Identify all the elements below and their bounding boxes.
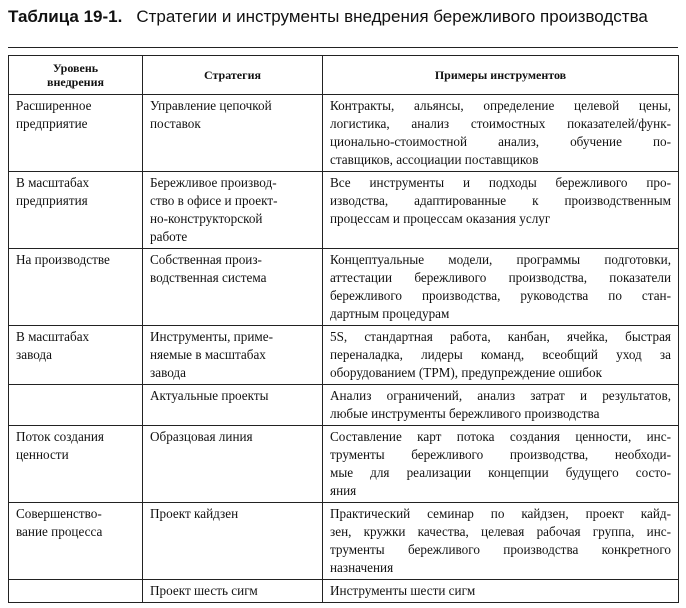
tools-cell-line: Концептуальные модели, программы подготовки, [330, 252, 671, 267]
tools-cell-line: Анализ ограничений, анализ затрат и результатов, [330, 388, 671, 403]
level-cell [9, 385, 143, 426]
strategy-cell [143, 580, 323, 603]
header-tools: Примеры инструментов [323, 56, 679, 95]
tools-cell [323, 326, 679, 385]
strategy-cell [143, 172, 323, 249]
table-header-row [9, 56, 679, 95]
strategy-cell [143, 326, 323, 385]
level-cell-line: На производстве [16, 252, 110, 267]
table-body [9, 95, 679, 603]
tools-cell-line: аттестации бережливого производства, показатели [330, 270, 671, 285]
caption-rule [8, 47, 678, 48]
table-row [9, 385, 679, 426]
table-row [9, 503, 679, 580]
table-caption [8, 6, 648, 28]
level-cell-line: Расширенное [16, 98, 92, 113]
lean-strategies-table [8, 55, 679, 603]
tools-cell-line: Составление карт потока создания ценности, инс- [330, 429, 671, 444]
strategy-cell-line: но-конструкторской [150, 211, 263, 226]
tools-cell-line: бережливого производства, руководства по стан- [330, 288, 671, 303]
header-strategy: Стратегия [143, 56, 323, 95]
tools-cell-line: яния [330, 483, 357, 498]
tools-cell-line: оборудованием (TPM), предупреждение ошибок [330, 365, 602, 380]
tools-cell-line: зен, кружки качества, целевая рабочая группа, инс- [330, 524, 671, 539]
level-cell [9, 172, 143, 249]
tools-cell-line: трументы бережливого производства, необходи- [330, 447, 671, 462]
tools-cell-line: мые для реализации концепции будущего состо- [330, 465, 671, 480]
tools-cell-line: ционально-стоимостной анализ, обучение по- [330, 134, 671, 149]
header-level-line: Уровень [52, 61, 99, 75]
table-row [9, 580, 679, 603]
header-level-line: внедрения [47, 75, 104, 89]
level-cell-line: В масштабах [16, 175, 90, 190]
level-cell [9, 580, 143, 603]
strategy-cell-line: няемые в масштабах [150, 347, 266, 362]
tools-cell [323, 95, 679, 172]
strategy-cell-line: Инструменты, приме- [150, 329, 273, 344]
table-row [9, 426, 679, 503]
strategy-cell-line: водственная система [150, 270, 267, 285]
tools-cell-line: Все инструменты и подходы бережливого про- [330, 175, 671, 190]
strategy-cell-line: работе [150, 229, 188, 244]
level-cell-line: предприятия [16, 193, 88, 208]
tools-cell-line: переналадка, лидеры команд, всеобщий уход за [330, 347, 671, 362]
tools-cell [323, 426, 679, 503]
tools-cell-line: изводства, адаптированные к производственным [330, 193, 671, 208]
strategy-cell [143, 426, 323, 503]
tools-cell-line: любые инструменты бережливого производства [330, 406, 600, 421]
tools-cell-line: трументы бережливого производства конкретного [330, 542, 671, 557]
strategy-cell [143, 249, 323, 326]
table-row [9, 326, 679, 385]
level-cell [9, 95, 143, 172]
strategy-cell-line: Управление цепочкой [150, 98, 272, 113]
strategy-cell-line: Проект шесть сигм [150, 583, 258, 598]
table-row [9, 172, 679, 249]
strategy-cell-line: Актуальные проекты [150, 388, 269, 403]
tools-cell [323, 249, 679, 326]
level-cell-line: Поток создания [16, 429, 104, 444]
strategy-cell [143, 385, 323, 426]
strategy-cell-line: Образцовая линия [150, 429, 253, 444]
level-cell-line: Совершенство- [16, 506, 102, 521]
level-cell-line: В масштабах [16, 329, 90, 344]
table-row [9, 95, 679, 172]
header-level [9, 56, 143, 95]
tools-cell [323, 503, 679, 580]
table-title: Стратегии и инструменты внедрения бережливого производства [136, 7, 648, 26]
level-cell-line: вание процесса [16, 524, 103, 539]
level-cell-line: ценности [16, 447, 69, 462]
strategy-cell-line: Проект кайдзен [150, 506, 239, 521]
strategy-cell-line: ство в офисе и проект- [150, 193, 278, 208]
strategy-cell [143, 503, 323, 580]
strategy-cell-line: Собственная произ- [150, 252, 262, 267]
tools-cell-line: назначения [330, 560, 394, 575]
level-cell [9, 249, 143, 326]
tools-cell-line: Практический семинар по кайдзен, проект кайд- [330, 506, 671, 521]
tools-cell-line: логистика, анализ стоимостных показателей/функ- [330, 116, 671, 131]
tools-cell [323, 580, 679, 603]
tools-cell-line: Инструменты шести сигм [330, 583, 476, 598]
tools-cell-line: 5S, стандартная работа, канбан, ячейка, быстрая [330, 329, 671, 344]
strategy-cell-line: поставок [150, 116, 201, 131]
strategy-cell-line: завода [150, 365, 186, 380]
tools-cell [323, 172, 679, 249]
tools-cell-line: Контракты, альянсы, определение целевой цены, [330, 98, 671, 113]
table-number: Таблица 19-1. [8, 7, 123, 26]
strategy-cell-line: Бережливое производ- [150, 175, 277, 190]
level-cell-line: завода [16, 347, 52, 362]
level-cell [9, 326, 143, 385]
tools-cell-line: процессам и процессам оказания услуг [330, 211, 551, 226]
level-cell [9, 426, 143, 503]
level-cell-line: предприятие [16, 116, 88, 131]
strategy-cell [143, 95, 323, 172]
tools-cell-line: дартным процедурам [330, 306, 450, 321]
tools-cell [323, 385, 679, 426]
level-cell [9, 503, 143, 580]
table-row [9, 249, 679, 326]
tools-cell-line: ставщиков, ассоциации поставщиков [330, 152, 539, 167]
